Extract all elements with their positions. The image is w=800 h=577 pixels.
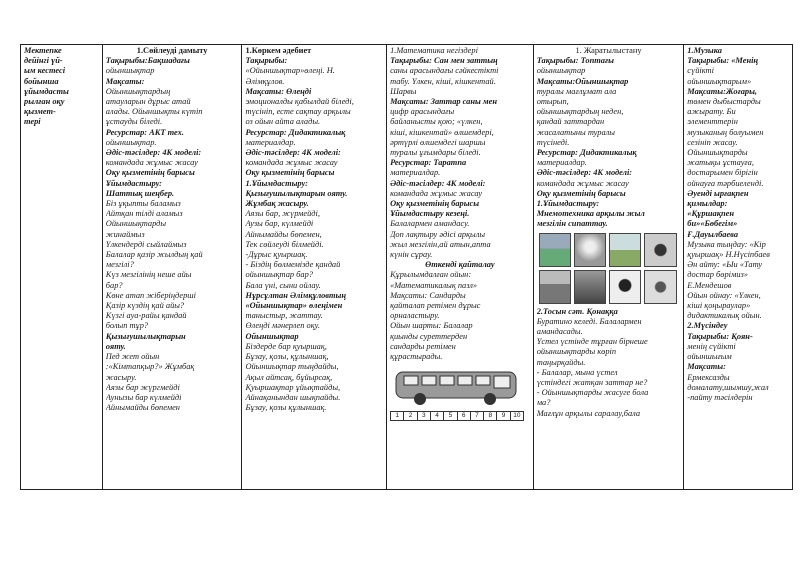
- text-line: орналастыру.: [390, 311, 440, 321]
- text-line: Ермексазды: [687, 372, 730, 382]
- text-line: әртүрлі өлшемдегі шаршы: [390, 137, 486, 147]
- text-line: Тақырыбы: «Менің: [687, 56, 759, 66]
- text-line: таңырқайды.: [536, 357, 586, 367]
- season-image: [539, 270, 571, 304]
- text-line: ойнауға тәрбиеленді.: [687, 178, 764, 188]
- text-line: «Ойыншықтар»өлеңі. Н.: [245, 66, 335, 76]
- text-line: Нұрсұлтан Әлімқұловтың: [245, 290, 347, 300]
- text-line: Біздерде бар қуыршақ,: [245, 341, 327, 351]
- text-line: Бұзау, қозы құлыншақ.: [245, 403, 327, 413]
- text-line: Тек сөйлеуді білмейді.: [245, 239, 324, 249]
- season-image: [574, 270, 606, 304]
- season-image: [574, 233, 606, 267]
- text-line: домалату,шымшу,жал: [687, 382, 769, 392]
- text-line: материалдар.: [390, 168, 441, 178]
- text-line: Мақсаты:Ойыншықтар: [536, 76, 629, 86]
- text-line: Үлкендерді сыйлаймыз: [105, 239, 187, 249]
- text-line: Айнымайды бөпемен: [105, 403, 180, 413]
- text-line: сандарды ретімен: [390, 341, 456, 351]
- text-line: жасалатыны туралы: [536, 127, 615, 137]
- text-line: түсінеді.: [536, 137, 570, 147]
- text-line: оз ойын айта алады.: [245, 117, 321, 127]
- text-line: ойыншықтардың неден,: [536, 107, 624, 117]
- text-line: Мақсаты: Заттар саны мен: [390, 97, 498, 107]
- text-line: Бұзау, қозы, құлыншақ,: [245, 352, 329, 362]
- text-line: Шарвы: [390, 86, 417, 96]
- text-line: эмоционалды қабылдай біледі,: [245, 97, 354, 107]
- text-line: материалдар.: [536, 158, 587, 168]
- text-line: 2.Мүсіндеу: [687, 321, 728, 331]
- text-line: ма?: [536, 398, 551, 408]
- text-line: ойыншықтар.: [105, 137, 157, 147]
- column-music: [684, 45, 792, 489]
- text-line: Мағлұн арқылы саралау,бала: [536, 408, 641, 418]
- ruler-number: 8: [484, 412, 497, 420]
- text-line: саны арасындағы сәйкестікті: [390, 66, 499, 76]
- ruler-number: 10: [513, 411, 521, 419]
- text-line: 1.Музыка: [687, 46, 722, 55]
- text-line: Ресурстар: АКТ тех.: [105, 127, 184, 137]
- text-line: бар?: [105, 280, 123, 290]
- text-line: құрастырады.: [390, 352, 443, 362]
- text-line: - Біздің бөлмемізде қандай: [245, 260, 341, 270]
- text-line: кіші қоңыраулар»: [687, 301, 751, 311]
- column-speech-development: [103, 45, 243, 489]
- text-line: командада жұмыс жасау: [105, 158, 198, 168]
- text-line: дидактикалық ойын.: [687, 311, 762, 321]
- text-line: Әлімқұлов.: [245, 76, 285, 86]
- text-line: Ән айту: «Ыи «Тату: [687, 260, 763, 270]
- text-line: Ұйымдастыру кезеңі.: [390, 209, 470, 219]
- text-line: бойынша: [24, 76, 59, 86]
- text-line: Ұйымдастыру:: [105, 178, 162, 188]
- text-line: Аязы бар, жүрмейді,: [245, 209, 320, 219]
- text-line: Қызығушылықтарын ояту.: [245, 188, 348, 198]
- text-line: қайталап ретімен дұрыс: [390, 301, 481, 311]
- text-line: сезініп жасау.: [687, 137, 738, 147]
- text-line: рылған оқу: [24, 97, 65, 107]
- text-line: атауларын дұрыс атай: [105, 97, 191, 107]
- season-mnemonic-images: [539, 233, 677, 304]
- text-line: цифр арасындағы: [390, 107, 455, 117]
- text-line: ойыншықтарым»: [687, 76, 752, 86]
- text-line: Мақсаты:Жоғары,: [687, 86, 757, 96]
- text-line: Өлеңді мәнерлеп оқу.: [245, 321, 320, 331]
- text-line: Әдіс-тәсілдер: 4К моделі:: [536, 168, 633, 178]
- text-line: Айтқан тілді аламыз: [105, 209, 183, 219]
- text-line: - Ойыншықтарды жасуге бола: [536, 388, 649, 398]
- text-line: түсініп, есте сақтау арқылы: [245, 107, 351, 117]
- text-line: Тақырыбы: Қоян-: [687, 331, 753, 341]
- season-image: [539, 233, 571, 267]
- text-line: ұйымдасты: [24, 86, 69, 96]
- text-line: үстіндегі жатқан заттар не?: [536, 378, 648, 388]
- text-line: Оқу қызметінің барысы: [105, 168, 195, 178]
- ruler-number: 1: [391, 412, 404, 420]
- text-line: 1.Сөйлеуді дамыту: [136, 46, 208, 55]
- text-line: кіші, кішкентай» өлшемдері,: [390, 127, 494, 137]
- text-line: Айнымайды бөпемен,: [245, 229, 322, 239]
- text-line: Мақсаты:: [687, 362, 726, 372]
- text-line: Оқу қызметінің барысы: [536, 188, 626, 198]
- text-line: менің сүйікті: [687, 341, 736, 351]
- text-line: қиынды суреттерден: [390, 331, 468, 341]
- text-line: туралы ұғымдары біледі.: [390, 148, 481, 158]
- ruler-number: 4: [431, 412, 444, 420]
- text-line: 2.Тосын сәт. Қонаққа: [536, 306, 618, 316]
- text-line: ым кестесі: [24, 66, 66, 76]
- text-line: Қызығушылықтарын: [105, 331, 186, 341]
- season-image: [609, 270, 641, 304]
- text-line: Аузы бар, күлмейді: [245, 219, 314, 229]
- text-line: Жұмбақ жасыру.: [245, 199, 309, 209]
- ruler-number: 2: [404, 412, 417, 420]
- text-line: Ойыншықтар тыңдайды,: [245, 362, 339, 372]
- text-line: Әдіс-тәсілдер: 4К моделі:: [105, 148, 202, 158]
- text-line: Айнақанындан шықпайды.: [245, 392, 341, 402]
- text-line: Тақырыбы: Сан мен заттың: [390, 56, 498, 66]
- text-line: Біз ұқыпты баламыз: [105, 199, 181, 209]
- text-line: Балалар қазір жылдың қай: [105, 250, 203, 260]
- text-line: Аунызы бар күлмейді: [105, 392, 182, 402]
- text-line: жыл мезгілін,ай атын,апта: [390, 239, 491, 249]
- season-image: [644, 270, 676, 304]
- text-line: 1.Ұйымдастыру:: [536, 199, 600, 209]
- text-line: музыканың болуымен: [687, 127, 764, 137]
- ruler-number: 3: [418, 412, 431, 420]
- text-line: Шаттық шеңбер.: [105, 188, 175, 198]
- text-line: Күз мезгілінің неше айы: [105, 270, 192, 280]
- text-line: би»«Бөбегім»: [687, 219, 738, 229]
- text-line: Буратино келеді. Балалармен: [536, 316, 642, 326]
- text-line: ұстауды біледі.: [105, 117, 163, 127]
- text-line: «Математикалық пазл»: [390, 280, 478, 290]
- text-line: қуыршақ» Н.Нүсіпбаев: [687, 250, 770, 260]
- number-ruler: [390, 411, 524, 421]
- text-line: Әуенді ырғақпен: [687, 188, 749, 198]
- text-line: командада жұмыс жасау: [245, 158, 338, 168]
- text-line: Тақырыбы:Бақшадағы: [105, 56, 190, 66]
- ruler-number: 5: [444, 412, 457, 420]
- text-line: Мнемотехника арқылы жыл: [536, 209, 645, 219]
- text-line: Ойыншықтар: [245, 331, 299, 341]
- text-line: -Дұрыс қуыршақ.: [245, 250, 308, 260]
- text-line: «Құршақпен: [687, 209, 734, 219]
- text-line: - Балалар, мына үстел: [536, 367, 618, 377]
- text-line: командада жұмыс жасау: [390, 188, 483, 198]
- text-line: Көне атап жіберіңдерші: [105, 290, 196, 300]
- text-line: күнін сұрау.: [390, 250, 433, 260]
- text-line: Ойыншықтарды: [105, 219, 167, 229]
- text-line: Ойын шарты: Балалар: [390, 321, 473, 331]
- text-line: Ақыл айтсақ, бұйырсақ,: [245, 372, 333, 382]
- text-line: жатықы ұстауға,: [687, 158, 754, 168]
- text-line: ажырату. Би: [687, 107, 736, 117]
- ruler-number: 9: [497, 412, 510, 420]
- text-line: тері: [24, 117, 41, 127]
- text-line: ойыншықтар: [105, 66, 155, 76]
- text-line: туралы мағлұмат ала: [536, 86, 617, 96]
- text-line: ойыншықтарды көріп: [536, 347, 617, 357]
- lesson-plan-table: [20, 44, 793, 490]
- text-line: ойыншығым: [687, 352, 732, 362]
- season-image: [609, 233, 641, 267]
- column-mathematics: [387, 45, 534, 489]
- bus-icon: [390, 366, 524, 406]
- text-line: ойыншықтар бар?: [245, 270, 313, 280]
- text-line: байланысты қою; «үлкен,: [390, 117, 483, 127]
- column-literature: [242, 45, 387, 489]
- text-line: «Ойыншықтар» өлеңімен: [245, 301, 343, 311]
- text-line: мезгілін сипаттау.: [536, 219, 608, 229]
- text-line: төмен дыбыстарды: [687, 97, 761, 107]
- text-line: Бала үні, сыни ойлау.: [245, 280, 321, 290]
- text-line: қызмет-: [24, 107, 56, 117]
- text-line: 1. Жаратылыстану: [575, 46, 642, 55]
- text-line: -пайту тәсілдерін: [687, 392, 753, 402]
- text-line: Мақсаты: Сандарды: [390, 290, 466, 300]
- text-line: алады. Ойыншықты күтіп: [105, 107, 203, 117]
- text-line: жинаймыз: [105, 229, 145, 239]
- text-line: Құрылымдалған ойын:: [390, 270, 472, 280]
- text-line: қандай заттардан: [536, 117, 605, 127]
- ruler-number: 7: [471, 412, 484, 420]
- text-line: Ойыншықтарды: [687, 148, 748, 158]
- text-line: достар бөрімиз»: [687, 270, 748, 280]
- text-line: ойыншықтар: [536, 66, 586, 76]
- text-line: табу. Үлкен, кіші, кішкентай.: [390, 76, 496, 86]
- text-line: Е.Мендешов: [687, 280, 732, 290]
- text-line: отырып,: [536, 97, 569, 107]
- season-image: [644, 233, 676, 267]
- text-line: дейінгі үй-: [24, 56, 63, 66]
- text-line: Ресурстар: Таратпа: [390, 158, 467, 168]
- text-line: Доп лақтыру әдісі арқылы: [390, 229, 486, 239]
- text-line: Мектепке: [24, 46, 62, 55]
- text-line: Тақырыбы: Топтағы: [536, 56, 614, 66]
- text-line: 1.Математика негіздері: [390, 46, 478, 55]
- text-line: Үстел үстінде тұрған бірнеше: [536, 337, 648, 347]
- text-line: болып тұр?: [105, 321, 149, 331]
- text-line: Оқу қызметінің барысы: [390, 199, 480, 209]
- text-line: достарымен бірігін: [687, 168, 758, 178]
- text-line: элементтерін: [687, 117, 738, 127]
- text-line: Мақсаты:: [105, 76, 145, 86]
- text-line: Аязы бар жүргмейді: [105, 382, 180, 392]
- text-line: Өткенді қайталау: [425, 260, 495, 270]
- text-line: Қазір күздің қай айы?: [105, 301, 185, 311]
- text-line: командада жұмыс жасау: [536, 178, 629, 188]
- text-line: таныстыр, жаттау.: [245, 311, 323, 321]
- text-line: Музыка тыңдау: «Кір: [687, 239, 766, 249]
- text-line: :«Кімтапқыр?» Жұмбақ: [105, 362, 195, 372]
- text-line: мезгілі?: [105, 260, 134, 270]
- text-line: ояту.: [105, 341, 126, 351]
- text-line: Күзгі ауа-райы қандай: [105, 311, 187, 321]
- text-line: амандасады.: [536, 327, 583, 337]
- column-header-label: [21, 45, 103, 489]
- text-line: Ресурстар: Дидактикалық: [245, 127, 346, 137]
- text-line: Әдіс-тәсілдер: 4К моделі:: [390, 178, 486, 188]
- text-line: Ойыншықтардың: [105, 86, 171, 96]
- text-line: Қуыршақтар ұйықтайды,: [245, 382, 341, 392]
- text-line: 1.Көркем әдебиет: [245, 46, 312, 55]
- bus-puzzle-illustration: [390, 366, 524, 420]
- text-line: Ойын ойнау: «Үлкен,: [687, 290, 761, 300]
- text-line: Тақырыбы:: [245, 56, 288, 66]
- column-natural-science: [534, 45, 685, 489]
- text-line: Әдіс-тәсілдер: 4К моделі:: [245, 148, 341, 158]
- text-line: сүйікті: [687, 66, 714, 76]
- ruler-number: 6: [458, 412, 471, 420]
- text-line: 1.Ұйымдастыру:: [245, 178, 308, 188]
- text-line: Ғ.Дауылбаева: [687, 229, 739, 239]
- text-line: қимылдар:: [687, 199, 728, 209]
- text-line: Оқу қызметінің барысы: [245, 168, 335, 178]
- text-line: материалдар.: [245, 137, 296, 147]
- text-line: Балалармен амандасу.: [390, 219, 470, 229]
- text-line: Ресурстар: Дидактикалық: [536, 148, 637, 158]
- text-line: Пед жет ойын: [105, 352, 160, 362]
- text-line: жасыру.: [105, 372, 137, 382]
- text-line: Мақсаты: Өлеңді: [245, 86, 312, 96]
